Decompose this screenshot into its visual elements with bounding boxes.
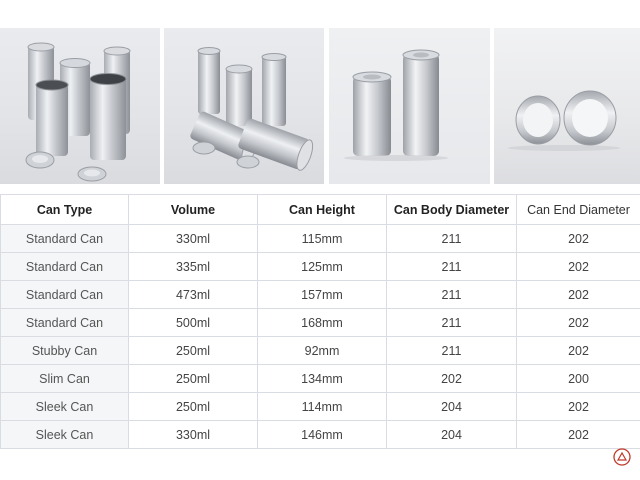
- cell-can-height: 115mm: [258, 225, 387, 253]
- can-arrangement-illustration: [164, 28, 324, 184]
- table-row: [1, 365, 640, 393]
- header-can-height: Can Height: [258, 195, 387, 225]
- can-specification-table: [0, 194, 640, 449]
- cell-volume: 330ml: [129, 421, 258, 449]
- cell-body-diameter: 211: [387, 253, 517, 281]
- header-can-type: Can Type: [1, 195, 129, 225]
- can-ends-illustration: [494, 28, 640, 184]
- header-can-end-diameter: Can End Diameter: [517, 195, 640, 225]
- cell-volume: 250ml: [129, 365, 258, 393]
- table-row: [1, 309, 640, 337]
- table-body: [1, 225, 640, 449]
- table-row: [1, 393, 640, 421]
- cell-end-diameter: 202: [517, 225, 640, 253]
- product-photo-strip: [0, 28, 640, 184]
- table-row: [1, 253, 640, 281]
- cell-body-diameter: 202: [387, 365, 517, 393]
- cell-can-type: Standard Can: [1, 281, 129, 309]
- cell-end-diameter: 202: [517, 309, 640, 337]
- cell-end-diameter: 200: [517, 365, 640, 393]
- can-group-illustration: [0, 28, 160, 184]
- cell-can-height: 125mm: [258, 253, 387, 281]
- cell-body-diameter: 211: [387, 337, 517, 365]
- header-can-body-diameter: Can Body Diameter: [387, 195, 517, 225]
- cell-volume: 500ml: [129, 309, 258, 337]
- cell-volume: 473ml: [129, 281, 258, 309]
- table-header: [1, 195, 640, 225]
- cell-volume: 250ml: [129, 337, 258, 365]
- photo-can-ends-view: [494, 28, 640, 184]
- cell-body-diameter: 211: [387, 281, 517, 309]
- table-row: [1, 337, 640, 365]
- cell-end-diameter: 202: [517, 337, 640, 365]
- header-volume: Volume: [129, 195, 258, 225]
- cell-end-diameter: 202: [517, 393, 640, 421]
- cell-can-height: 146mm: [258, 421, 387, 449]
- cell-body-diameter: 204: [387, 421, 517, 449]
- cell-can-type: Sleek Can: [1, 421, 129, 449]
- cell-can-height: 168mm: [258, 309, 387, 337]
- cell-can-type: Standard Can: [1, 253, 129, 281]
- table-header-row: [1, 195, 640, 225]
- cell-end-diameter: 202: [517, 421, 640, 449]
- cell-body-diameter: 211: [387, 309, 517, 337]
- cell-body-diameter: 204: [387, 393, 517, 421]
- cell-can-type: Stubby Can: [1, 337, 129, 365]
- cell-body-diameter: 211: [387, 225, 517, 253]
- cell-can-type: Standard Can: [1, 225, 129, 253]
- cell-volume: 335ml: [129, 253, 258, 281]
- brand-mark-shape: [612, 447, 632, 467]
- table-row: [1, 281, 640, 309]
- cell-volume: 330ml: [129, 225, 258, 253]
- cell-end-diameter: 202: [517, 253, 640, 281]
- brand-mark-icon: [612, 447, 632, 472]
- photo-standing-and-lying-cans: [164, 28, 324, 184]
- cell-can-height: 134mm: [258, 365, 387, 393]
- cell-can-height: 92mm: [258, 337, 387, 365]
- cell-volume: 250ml: [129, 393, 258, 421]
- cell-end-diameter: 202: [517, 281, 640, 309]
- cell-can-height: 157mm: [258, 281, 387, 309]
- cell-can-type: Standard Can: [1, 309, 129, 337]
- cell-can-type: Slim Can: [1, 365, 129, 393]
- two-cans-illustration: [329, 28, 490, 184]
- photo-can-group-with-lids: [0, 28, 160, 184]
- table-row: [1, 225, 640, 253]
- cell-can-type: Sleek Can: [1, 393, 129, 421]
- photo-two-cans: [329, 28, 490, 184]
- cell-can-height: 114mm: [258, 393, 387, 421]
- table-row: [1, 421, 640, 449]
